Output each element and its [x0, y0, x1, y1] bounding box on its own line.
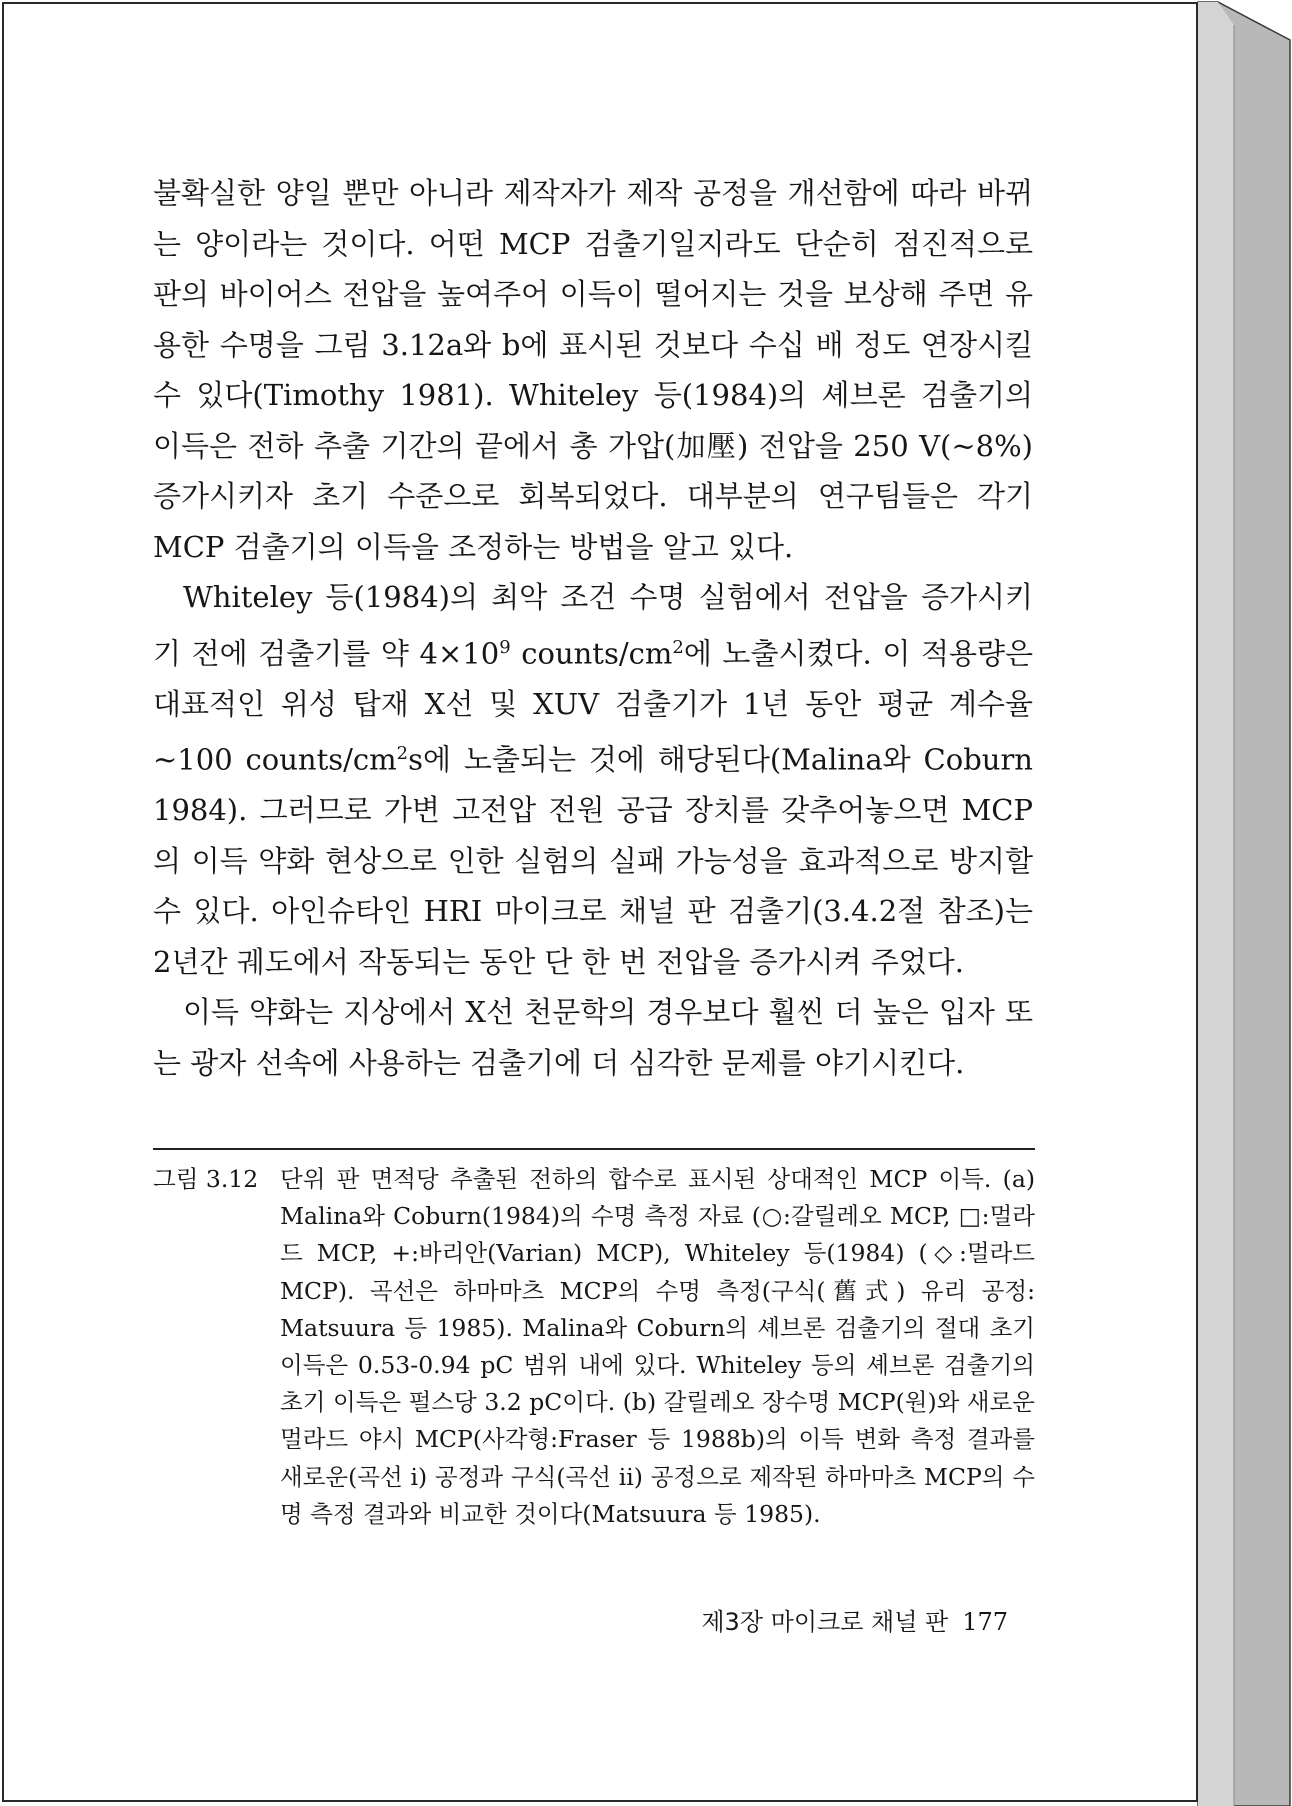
page-number: 177: [962, 1608, 1008, 1636]
paragraph-2: Whiteley 등(1984)의 최악 조건 수명 실험에서 전압을 증가시키기 전에 검출기를 약 $4\times 10^9$ counts/$cm^2$에 노출시켰다. 이 적용량은 대표적인 위성 탑재 X선 및 XUV 검출기가 1년 동안 평균 계수율 ~100 counts/$cm^2s$에 노출되는 것에 해당된다(Malina와 Coburn 1984). 그러므로 가변 고전압 전원 공급 장치를 갖추어놓으면 MCP의 이득 약화 현상으로 인한 실험의 실패 가능성을 효과적으로 방지할 수 있다. 아인슈타인 HRI 마이크로 채널 판 검출기(3.4.2절 참조)는 2년간 궤도에서 작동되는 동안 단 한 번 전압을 증가시켜 주었다.: [153, 580, 1034, 979]
paragraph-3: 이득 약화는 지상에서 X선 천문학의 경우보다 훨씬 더 높은 입자 또는 광자 선속에 사용하는 검출기에 더 심각한 문제를 야기시킨다.: [153, 995, 1033, 1080]
chapter-title: 제3장 마이크로 채널 판: [701, 1608, 949, 1636]
superscript: 2: [672, 636, 684, 658]
caption-divider: [153, 1148, 1035, 1150]
caption-text: 단위 판 면적당 추출된 전하의 합수로 표시된 상대적인 MCP 이득. (a) Malina와 Coburn(1984)의 수명 측정 자료 (○:갈릴레오 MCP, □:멀라드 MCP, +:바리안(Varian) MCP), Whiteley 등(1984) (◇:멀라드 MCP). 곡선은 하마마츠 MCP의 수명 측정(구식(舊式) 유리 공정: Matsuura 등 1985). Malina와 Coburn의 셰브론 검출기의 절대 초기 이득은 0.53-0.94 pC 범위 내에 있다. Whiteley 등의 셰브론 검출기의 초기 이득은 펄스당 3.2 pC이다. (b) 갈릴레오 장수명 MCP(원)와 새로운 멀라드 야시 MCP(사각형:Fraser 등 1988b)의 이득 변화 측정 결과를 새로운(곡선 i) 공정과 구식(곡선 ii) 공정으로 제작된 하마마츠 MCP의 수명 측정 결과와 비교한 것이다(Matsuura 등 1985).: [280, 1165, 1035, 1528]
superscript: 9: [499, 636, 511, 658]
superscript: 2: [396, 743, 409, 765]
page-footer: [600, 1602, 1008, 1637]
body-text: [153, 168, 1033, 1088]
caption-label: 그림 3.12: [153, 1165, 259, 1193]
paragraph-1: 불확실한 양일 뿐만 아니라 제작자가 제작 공정을 개선함에 따라 바뀌는 양이라는 것이다. 어떤 MCP 검출기일지라도 단순히 점진적으로 판의 바이어스 전압을 높여주어 이득이 떨어지는 것을 보상해 주면 유용한 수명을 그림 3.12a와 b에 표시된 것보다 수십 배 정도 연장시킬 수 있다(Timothy 1981). Whiteley 등(1984)의 셰브론 검출기의 이득은 전하 추출 기간의 끝에서 총 가압(加壓) 전압을 250 V(~8%) 증가시키자 초기 수준으로 회복되었다. 대부분의 연구팀들은 각기 MCP 검출기의 이득을 조정하는 방법을 알고 있다.: [153, 176, 1033, 564]
